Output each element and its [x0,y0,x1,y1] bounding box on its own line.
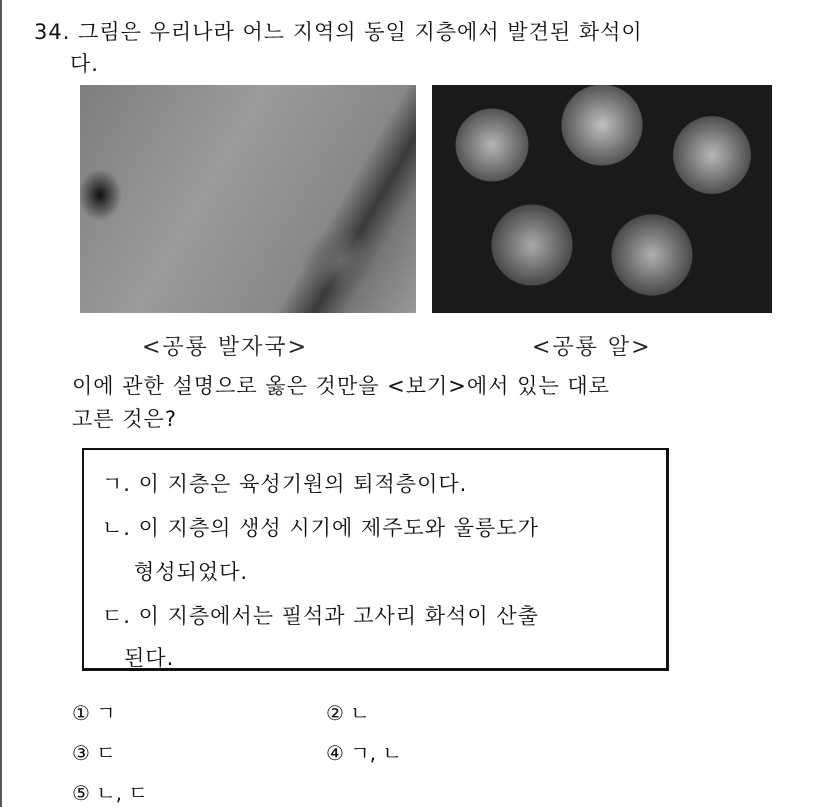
option-4[interactable]: ④ ㄱ, ㄴ [326,741,402,765]
caption-egg: <공룡 알> [532,335,652,360]
bogi-box [82,448,669,671]
dinosaur-egg-photo [432,85,772,313]
option-1[interactable]: ① ㄱ [72,701,116,725]
option-5[interactable]: ⑤ ㄴ, ㄷ [72,781,148,805]
prompt-line1: 이에 관한 설명으로 옳은 것만을 <보기>에서 있는 대로 [72,374,610,398]
question-stem [34,16,643,46]
caption-footprint: <공룡 발자국> [142,335,309,360]
question-stem-line2: 다. [70,52,99,76]
bogi-item-1: ㄱ. 이 지층은 육성기원의 퇴적층이다. [102,472,468,496]
bogi-item-3: ㄷ. 이 지층에서는 필석과 고사리 화석이 산출 [102,604,539,628]
option-2[interactable]: ② ㄴ [326,701,370,725]
bogi-item-2: ㄴ. 이 지층의 생성 시기에 제주도와 울릉도가 [102,516,539,540]
page-border [0,0,2,807]
prompt-line2: 고른 것은? [72,407,177,431]
question-stem-line1: 그림은 우리나라 어느 지역의 동일 지층에서 발견된 화석이 [78,20,643,44]
dinosaur-footprint-photo [80,85,416,313]
bogi-item-2-cont: 형성되었다. [134,560,249,584]
bogi-item-3-cont: 된다. [124,646,175,670]
option-3[interactable]: ③ ㄷ [72,741,116,765]
question-number: 34. [34,20,71,44]
